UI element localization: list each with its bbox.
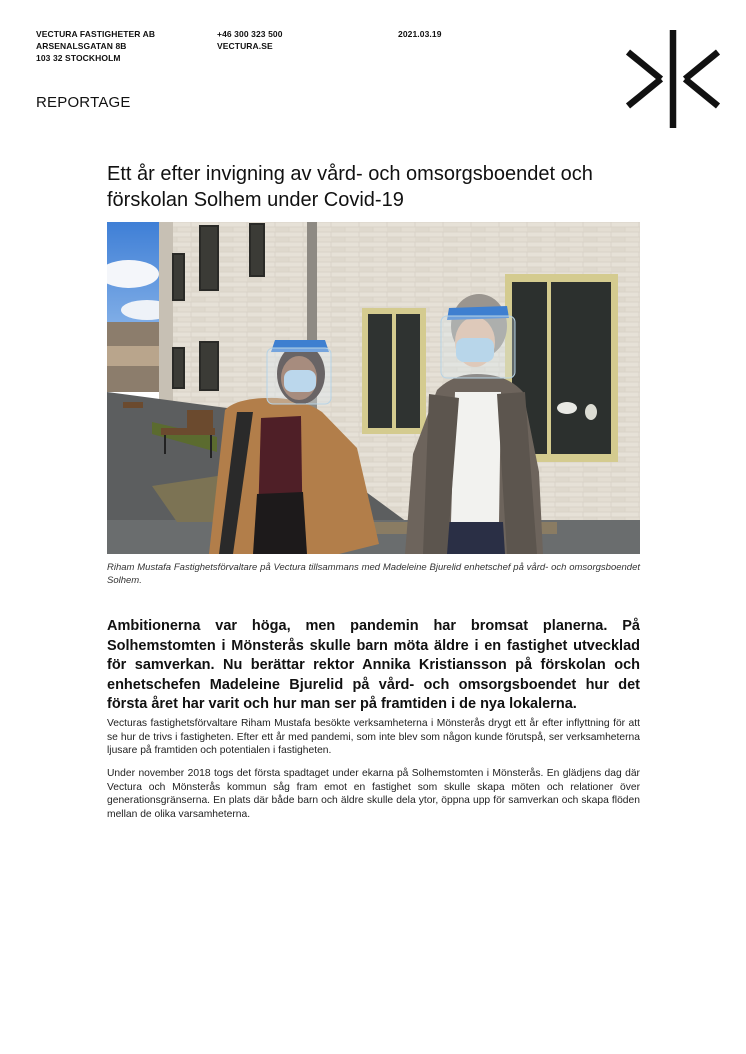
- body-paragraph: Vecturas fastighetsförvaltare Riham Mustafa besökte verksamheterna i Mönsterås drygt ett år efter inflyttning för att se hur de trivs i fastigheten. Efter ett år med pandemi, som inte blev som någon kunde förutspå, ser verksamheterna ljusare på framtiden och potentialen i fastigheten.: [107, 718, 640, 757]
- sender-address: [36, 28, 155, 64]
- street-address: ARSENALSGATAN 8B: [36, 41, 127, 51]
- photo-caption: Riham Mustafa Fastighetsförvaltare på Vectura tillsammans med Madeleine Bjurelid enhetschef på vård- och omsorgsboendet Solhem.: [107, 562, 640, 586]
- phone-number: +46 300 323 500: [217, 29, 283, 39]
- contact-info: [217, 28, 283, 52]
- press-date: 2021.03.19: [398, 29, 442, 39]
- postal-city: 103 32 STOCKHOLM: [36, 53, 121, 63]
- article-lede: Ambitionerna var höga, men pandemin har bromsat planerna. På Solhemstomten i Mönsterås skulle barn möta äldre i en fastighet utvecklad för samverkan. Nu berättar rektor Annika Kristiansson på förskolan och enhetschefen Madeleine Bjurelid på vård- och omsorgsboendet hur det första året har varit och hur man ser på framtiden i de nya lokalerna.: [107, 618, 640, 712]
- vectura-asterisk-logo: [626, 28, 720, 128]
- website: VECTURA.SE: [217, 41, 273, 51]
- date-block: [398, 28, 442, 40]
- body-paragraph: Under november 2018 togs det första spadtaget under ekarna på Solhemstomten i Mönsterås. En glädjens dag där Vectura och Mönsterås kommun såg fram emot en fastighet som skulle skapa möten och relationer över generationsgränserna. En plats där både barn och äldre skulle dela ytor, öppna upp för samverkan och skapa flöden mellan de olika varsamheterna.: [107, 768, 640, 820]
- company-name: VECTURA FASTIGHETER AB: [36, 29, 156, 39]
- article-headline: Ett år efter invigning av vård- och omsorgsboendet och förskolan Solhem under Covid-19: [107, 163, 593, 211]
- section-label: REPORTAGE: [36, 94, 131, 111]
- photo-two-women-face-shields: [107, 222, 640, 554]
